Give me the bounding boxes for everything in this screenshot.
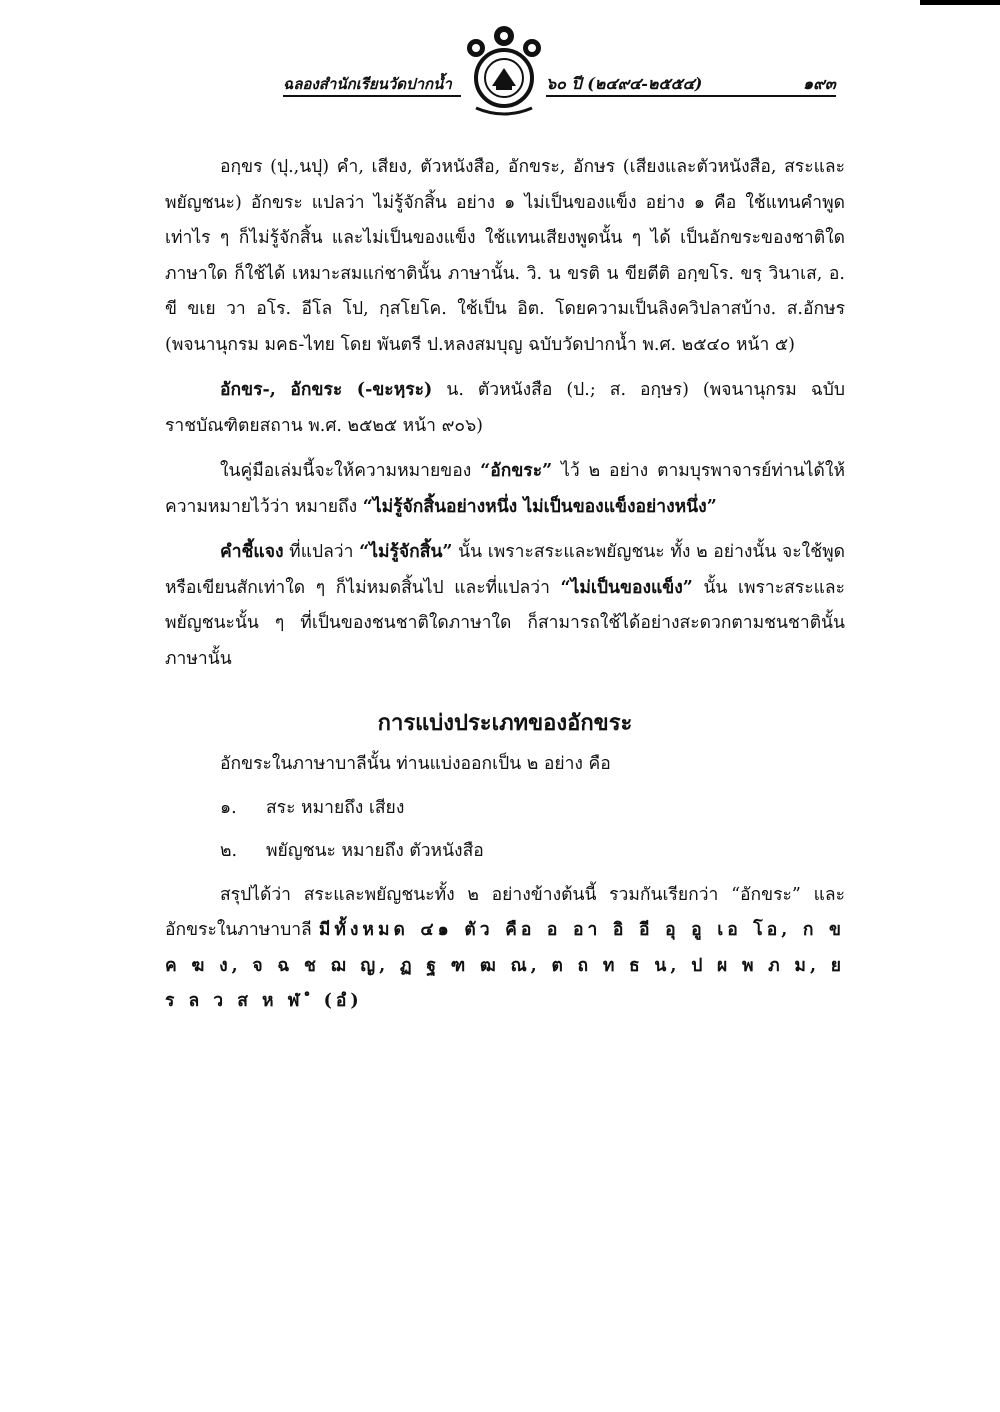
section-heading: การแบ่งประเภทของอักขระ — [377, 710, 633, 736]
bold-term: “อักขระ” — [480, 461, 553, 481]
page-header — [0, 0, 1000, 150]
list-item — [165, 834, 845, 870]
paragraph-explanation — [165, 535, 845, 677]
list-text: สระ หมายถึง เสียง — [266, 797, 405, 818]
paragraph-summary — [165, 878, 845, 1020]
paragraph-definition-pali: อกฺขร (ปุ.,นปุ) คำ, เสียง, ตัวหนังสือ, อักขระ, อักษร (เสียงและตัวหนังสือ, สระและพยัญชนะ) อักขระ แปลว่า ไม่รู้จักสิ้น อย่าง ๑ ไม่เป็นของแข็ง อย่าง ๑ คือ ใช้แทนคำพูดเท่าไร ๆ ก็ไม่รู้จักสิ้น และไม่เป็นของแข็ง ใช้แทนเสียงพูดนั้น ๆ ได้ เป็นอักขระของชาติใด ภาษาใด ก็ใช้ได้ เหมาะสมแก่ชาตินั้น ภาษานั้น. วิ. น ขรติ น ขียตีติ อกฺขโร. ขรฺ วินาเส, อ. ขี ขเย วา อโร. อีโล โป, กฺสโยโค. ใช้เป็น อิต. โดยความเป็นลิงควิปลาสบ้าง. ส.อักษร (พจนานุกรม มคธ-ไทย โดย พันตรี ป.หลงสมบุญ ฉบับวัดปากน้ำ พ.ศ. ๒๕๔๐ หน้า ๕) — [165, 157, 845, 355]
bold-term: “ไม่เป็นของแข็ง” — [560, 577, 693, 598]
header-rule-right — [546, 95, 836, 97]
section-intro: อักขระในภาษาบาลีนั้น ท่านแบ่งออกเป็น ๒ อย่าง คือ — [220, 754, 611, 774]
definition-text: น. ตัวหนังสือ (ป.; ส. อกฺษร) (พจนานุกรม ฉบับราชบัณฑิตยสถาน พ.ศ. ๒๕๒๕ หน้า ๙๐๖) — [165, 380, 845, 436]
list-number: ๒. — [220, 841, 238, 861]
text-run: สรุปได้ว่า สระและพยัญชนะทั้ง ๒ อย่างข้างต้นนี้ รวมกันเรียกว่า “อักขระ” และอักขระในภาษาบาลี — [165, 884, 845, 940]
header-center-title: ๖๐ ปี (๒๔๙๔-๒๕๕๔) — [546, 74, 703, 93]
headword: อักขร-, อักขระ (-ขะหฺระ) — [220, 380, 433, 400]
page-number: ๑๙๓ — [803, 74, 836, 93]
bold-meaning: “ไม่รู้จักสิ้นอย่างหนึ่ง ไม่เป็นของแข็งอย่างหนึ่ง” — [362, 496, 717, 517]
bold-label: คำชี้แจง — [220, 542, 284, 562]
text-run: นั้น เพราะสระและพยัญชนะนั้น ๆ ที่เป็นของชนชาติใดภาษาใด ก็สามารถใช้ได้อย่างสะดวกตามชนชาตินั้นภาษานั้น — [165, 577, 845, 669]
header-rule-left — [283, 95, 461, 97]
page-body — [165, 150, 845, 1030]
header-left-title: ฉลองสำนักเรียนวัดปากน้ำ — [283, 75, 452, 93]
text-run: นั้น เพราะสระและพยัญชนะ ทั้ง ๒ อย่างนั้น จะใช้พูดหรือเขียนสักเท่าใด ๆ ก็ไม่หมดสิ้นไป และที่แปลว่า — [165, 542, 845, 598]
paragraph-meaning — [165, 454, 845, 525]
bold-term: “ไม่รู้จักสิ้น” — [359, 542, 453, 562]
list-item — [165, 791, 845, 827]
temple-emblem-icon — [458, 20, 550, 120]
alphabet-list: มีทั้งหมด ๔๑ ตัว คือ อ อา อิ อี อุ อู เอ โอ, ก ข ค ฆ ง, จ ฉ ช ฌ ญ, ฏ ฐ ฑ ฒ ณ, ต ถ ท ธ น, ป ผ พ ภ ม, ย ร ล ว ส ห ฬ ํ (อํ) — [165, 920, 845, 1011]
list-text: พยัญชนะ หมายถึง ตัวหนังสือ — [266, 841, 484, 861]
text-run: ในคู่มือเล่มนี้จะให้ความหมายของ — [220, 461, 481, 481]
text-run: ที่แปลว่า — [283, 542, 360, 562]
paragraph-definition-royal — [165, 373, 845, 444]
list-number: ๑. — [220, 797, 237, 818]
text-run: ไว้ ๒ อย่าง ตามบุรพาจารย์ท่านได้ให้ความหมายไว้ว่า หมายถึง — [165, 461, 845, 517]
